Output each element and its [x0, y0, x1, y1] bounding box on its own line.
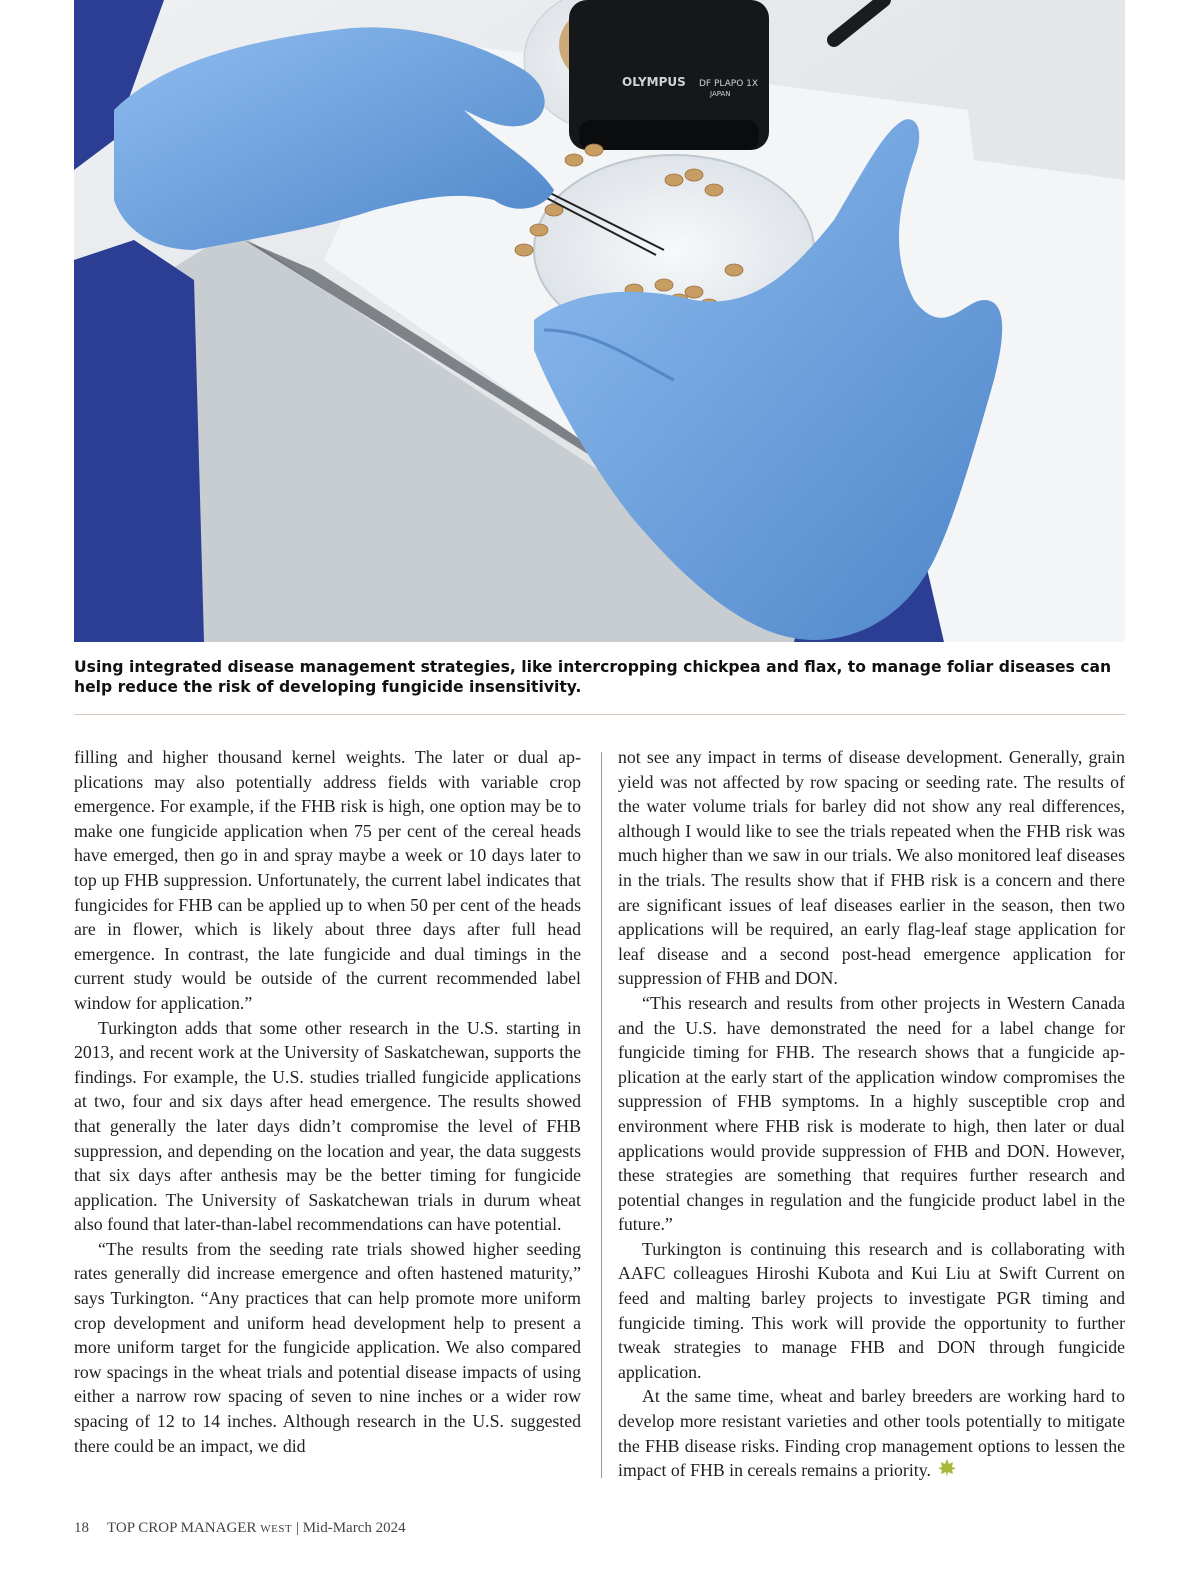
issue-date: Mid-March 2024	[302, 1520, 406, 1536]
maple-leaf-end-icon	[937, 1458, 957, 1478]
paragraph: not see any impact in terms of disease development. Generally, grain yield was not affected by row spacing or seeding rate. The results of the water volume trials for barley did not show any real differences, although I would like to see the trials repeated when the FHB risk was much higher than we saw in our trials. We also monitored leaf diseases in the trials. The results show that if FHB risk is a concern and there are significant issues of leaf diseases earlier in the season, then two applications will be required, an early flag-leaf stage application for leaf disease and a second post-head emergence application for suppression of FHB and DON.	[618, 747, 1125, 989]
publication-name: TOP CROP MANAGER	[107, 1520, 257, 1536]
lab-photo-illustration	[74, 0, 1125, 642]
paragraph: Turkington adds that some other research in the U.S. starting in 2013, and recent work at the University of Saskatchewan, supports the findings. For example, the U.S. studies trialled fungicide applications at two, four and six days after head emergence. The results showed that generally the later days didn’t compromise the level of FHB suppression, and depending on the location and year, the data suggests that six days after anthesis may be the better timing for fungicide application. The University of Saskatchewan trials in durum wheat also found that later-than-label recommendations can have potential.	[74, 1017, 581, 1235]
paragraph-text: At the same time, wheat and barley breeders are working hard to develop more resistant varieties and other tools potentially to mitigate the FHB disease risks. Finding crop management options to lessen the impact of FHB in cereals remains a priority.	[618, 1386, 1125, 1481]
caption-rule	[74, 714, 1125, 715]
microscope-brand-label: OLYMPUS	[622, 75, 686, 89]
page-footer	[74, 1520, 406, 1537]
photo-caption: Using integrated disease management strategies, like intercropping chickpea and flax, to manage foliar diseases can help reduce the risk of developing fungicide insensitivity.	[74, 658, 1112, 696]
paragraph: filling and higher thousand kernel weights. The later or dual applications may also potentially address fields with variable crop emergence. For example, if the FHB risk is high, one option may be to make one fungicide application when 75 per cent of the cereal heads have emerged, then go in and spray maybe a week or 10 days later to top up FHB suppression. Unfortunately, the current label indicates that fungicides for FHB can be applied up to when 50 per cent of the heads are in flower, which is likely about three days after full head emergence. In contrast, the late fungicide and dual timings in the current study would be outside of the current recommended label window for application.”	[74, 747, 581, 1013]
column-divider	[601, 752, 602, 1478]
article-column-right	[618, 745, 1125, 1483]
article-column-left	[74, 745, 581, 1458]
paragraph: Turkington is continuing this research and is collaborating with AAFC colleagues Hiroshi Kubota and Kui Liu at Swift Current on feed and malting barley projects to investigate PGR timing and fungicide timing. This work will provide the opportunity to further tweak strategies to manage FHB and DON through fungicide application.	[618, 1238, 1125, 1382]
microscope-origin-label: JAPAN	[710, 90, 731, 98]
article-photo	[74, 0, 1125, 642]
publication-edition: WEST	[260, 1523, 293, 1535]
paragraph-last	[618, 1384, 1125, 1482]
page-number: 18	[74, 1520, 89, 1536]
footer-separator: |	[295, 1520, 299, 1536]
paragraph: “The results from the seeding rate trials showed higher seeding rates generally did increase emergence and often hastened maturity,” says Turkington. “Any practices that can help promote more uniform crop development and uniform head development help to present a more uniform target for the fungicide application. We also compared row spacings in the wheat trials and potential disease impacts of using either a narrow row spacing of seven to nine inches or a wider row spacing of 12 to 14 inches. Although research in the U.S. suggested there could be an impact, we did	[74, 1238, 581, 1456]
microscope-model-label: DF PLAPO 1X	[699, 79, 759, 89]
paragraph: “This research and results from other projects in Western Canada and the U.S. have demonstrated the need for a label change for fungicide timing for FHB. The research shows that a fungicide application at the early start of the application window compromises the suppression of FHB symptoms. In a highly susceptible crop and environment where FHB risk is moderate to high, then later or dual applications would provide suppression of FHB and DON. However, these strategies are something that requires further research and potential changes in regulation and the fungicide product label in the future.”	[618, 992, 1125, 1235]
